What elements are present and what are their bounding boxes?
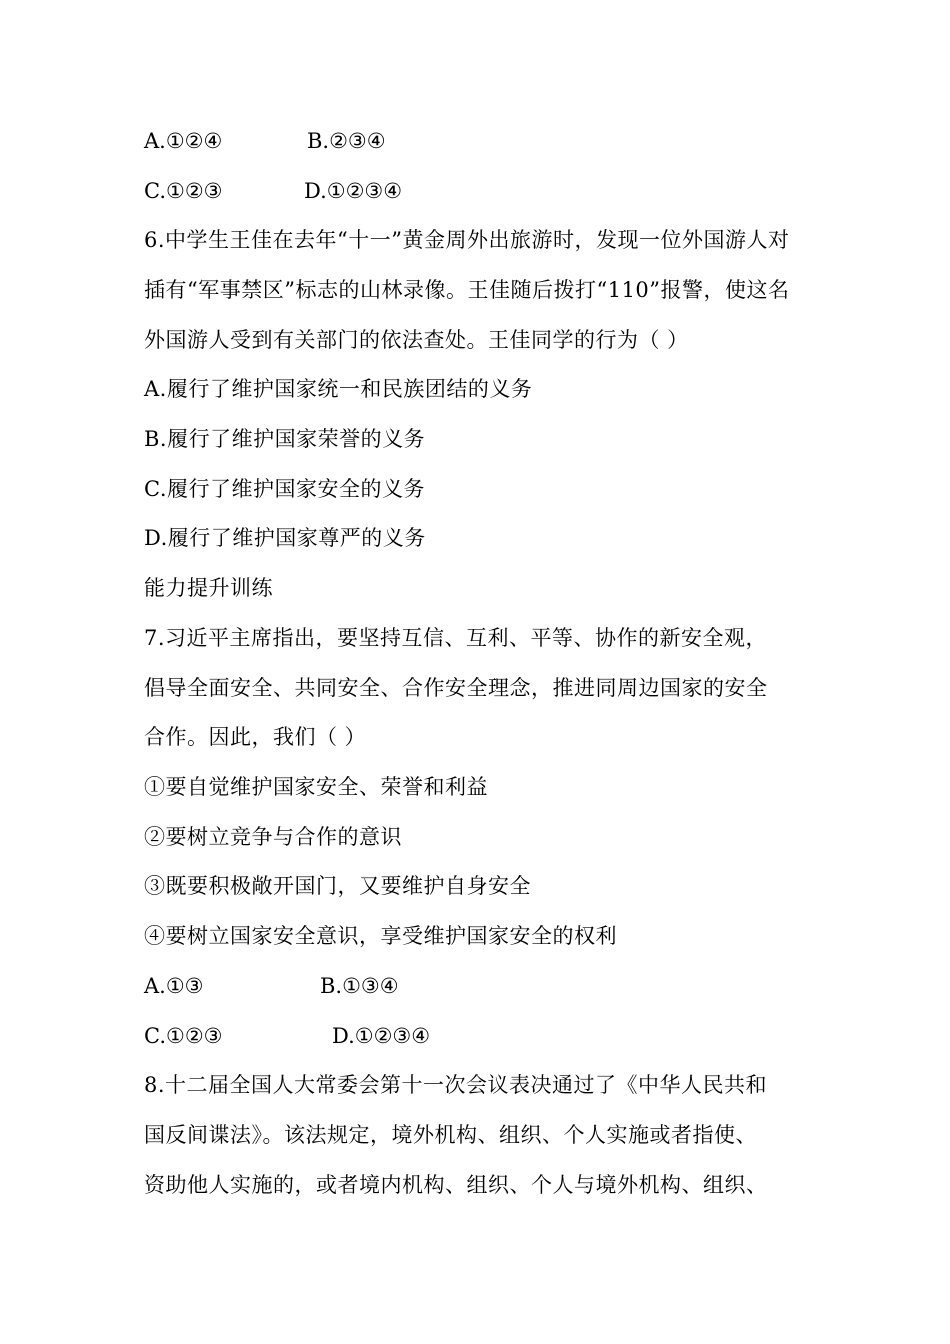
q7-item-4: ④要树立国家安全意识，享受维护国家安全的权利 xyxy=(144,924,617,948)
q7-option-c: C.①②③ xyxy=(144,1024,223,1048)
q7-item-3: ③既要积极敞开国门，又要维护自身安全 xyxy=(144,874,531,898)
q7-stem-line-2: 倡导全面安全、共同安全、合作安全理念，推进同周边国家的安全 xyxy=(144,676,768,700)
q7-stem-line-3: 合作。因此，我们（ ） xyxy=(144,725,367,749)
q6-stem-line-1: 6.中学生王佳在去年“十一”黄金周外出旅游时，发现一位外国游人对 xyxy=(144,228,790,252)
q5-option-d: D.①②③④ xyxy=(304,179,403,203)
q8-stem-line-2: 国反间谍法》。该法规定，境外机构、组织、个人实施或者指使、 xyxy=(144,1123,757,1147)
q6-stem-line-2: 插有“军事禁区”标志的山林录像。王佳随后拨打“110”报警，使这名 xyxy=(144,278,790,302)
q8-stem-line-3: 资助他人实施的，或者境内机构、组织、个人与境外机构、组织、 xyxy=(144,1173,768,1197)
q7-option-d: D.①②③④ xyxy=(332,1024,431,1048)
q6-option-a: A.履行了维护国家统一和民族团结的义务 xyxy=(144,377,533,401)
section-heading: 能力提升训练 xyxy=(144,576,273,600)
q5-option-c: C.①②③ xyxy=(144,179,223,203)
q6-option-c: C.履行了维护国家安全的义务 xyxy=(144,477,425,501)
q8-stem-line-1: 8.十二届全国人大常委会第十一次会议表决通过了《中华人民共和 xyxy=(144,1073,768,1097)
q6-option-d: D.履行了维护国家尊严的义务 xyxy=(144,526,426,550)
q5-option-b: B.②③④ xyxy=(307,129,386,153)
q6-stem-line-3: 外国游人受到有关部门的依法查处。王佳同学的行为（ ） xyxy=(144,328,689,352)
q7-item-2: ②要树立竞争与合作的意识 xyxy=(144,825,402,849)
q7-option-a: A.①③ xyxy=(144,974,204,998)
q6-option-b: B.履行了维护国家荣誉的义务 xyxy=(144,427,426,451)
q7-option-b: B.①③④ xyxy=(320,974,399,998)
q7-item-1: ①要自觉维护国家安全、荣誉和利益 xyxy=(144,775,488,799)
q5-option-a: A.①②④ xyxy=(144,129,223,153)
q7-stem-line-1: 7.习近平主席指出，要坚持互信、互利、平等、协作的新安全观， xyxy=(144,626,768,650)
